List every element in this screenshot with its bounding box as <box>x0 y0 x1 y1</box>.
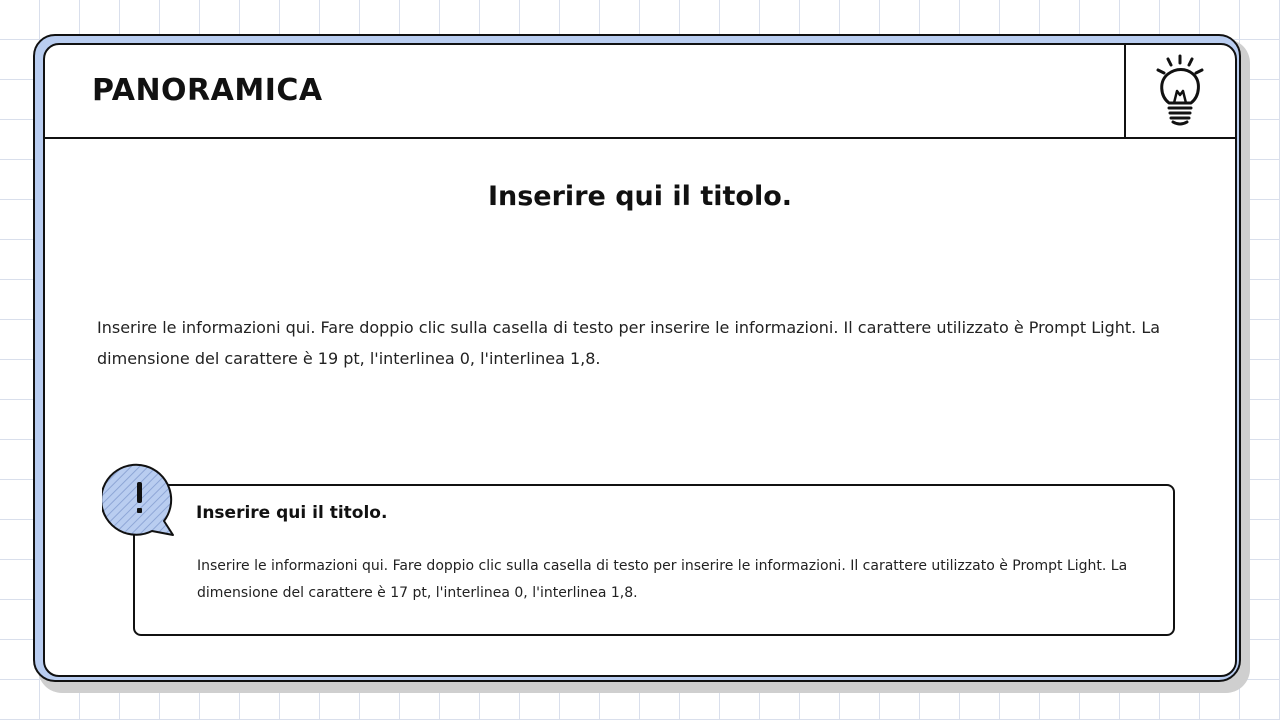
slide-card <box>43 43 1237 677</box>
icon-box <box>1124 45 1235 137</box>
exclamation-bubble-icon <box>102 461 182 541</box>
callout-box <box>133 484 1175 636</box>
lightbulb-icon <box>1150 53 1210 129</box>
header-bar <box>45 45 1235 139</box>
content-title: Inserire qui il titolo. <box>487 181 793 212</box>
callout-title: Inserire qui il titolo. <box>196 503 388 523</box>
content-body: Inserire le informazioni qui. Fare doppio clic sulla casella di testo per inserire le informazioni. Il carattere utilizzato è Prompt Light. La dimensione del carattere è 19 pt, l'interlinea 0, l'interlinea 1,8. <box>97 318 1161 368</box>
callout-body: Inserire le informazioni qui. Fare doppio clic sulla casella di testo per inserire le informazioni. Il carattere utilizzato è Prompt Light. La dimensione del carattere è 17 pt, l'interlinea 0, l'interlinea 1,8. <box>197 558 1128 601</box>
page-title: PANORAMICA <box>92 73 323 108</box>
